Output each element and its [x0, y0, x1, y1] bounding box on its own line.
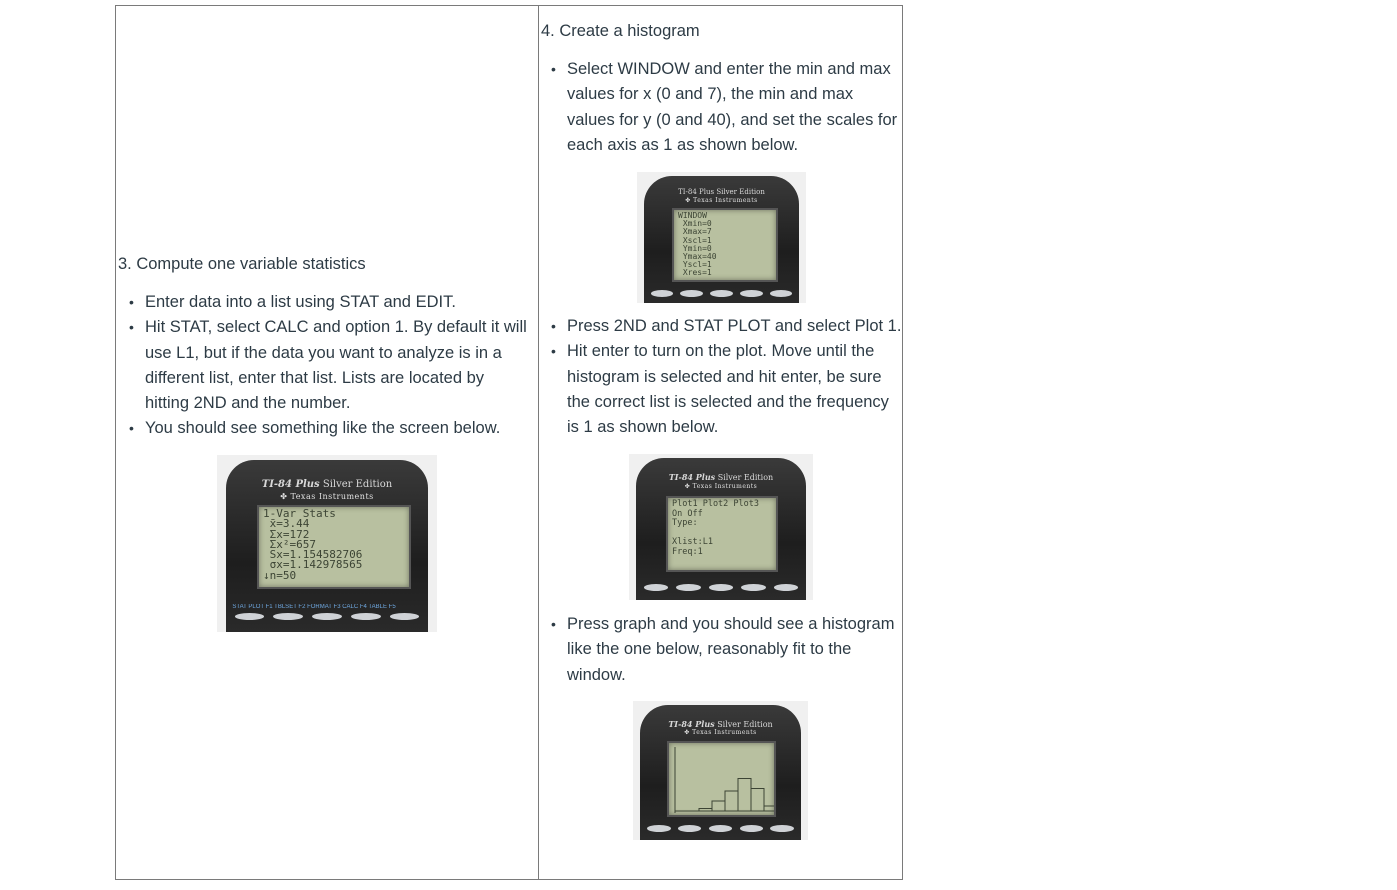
- list-item: • Press 2ND and STAT PLOT and select Plot 1.: [541, 314, 903, 339]
- list-item: • Hit STAT, select CALC and option 1. By default it will: [119, 315, 539, 340]
- calculator-window-image: [637, 172, 806, 303]
- list-item: • Enter data into a list using STAT and EDIT.: [119, 290, 539, 315]
- calculator-maker: ✤ Texas Instruments: [684, 729, 757, 736]
- list-item: • You should see something like the screen below.: [119, 416, 539, 441]
- calculator-screen: [667, 741, 776, 817]
- calculator-stats-image: [217, 455, 437, 632]
- list-item-continued: window.: [567, 665, 626, 684]
- function-keys: [644, 584, 799, 591]
- list-item: • Select WINDOW and enter the min and max: [541, 57, 903, 82]
- list-item-continued: different list, enter that list. Lists are located by: [145, 368, 485, 387]
- list-item: • Press graph and you should see a histogram: [541, 612, 903, 637]
- calculator-brand: TI-84 Plus Silver Edition: [678, 188, 765, 196]
- histogram-bar: [725, 791, 738, 811]
- histogram-graph: [669, 743, 774, 815]
- window-instructions: [541, 57, 903, 158]
- list-item-continued: is 1 as shown below.: [567, 418, 719, 437]
- function-keys: [647, 825, 794, 832]
- screen-text: 1-Var Stats x̄=3.44 Σx=172 Σx²=657 Sx=1.154582706 σx=1.142978565 ↓n=50: [263, 507, 363, 582]
- calculator-maker: ✤ Texas Instruments: [685, 197, 758, 204]
- list-item-continued: like the one below, reasonably fit to the: [567, 640, 852, 659]
- screen-text: WINDOW Xmin=0 Xmax=7 Xscl=1 Ymin=0 Ymax=40 Yscl=1 Xres=1: [678, 211, 717, 278]
- calculator-screen: [666, 496, 778, 572]
- function-keys: [651, 290, 793, 297]
- list-item-continued: values for x (0 and 7), the min and max: [567, 85, 854, 104]
- stat-plot-instructions: [541, 314, 903, 440]
- calculator-screen: [672, 208, 778, 282]
- histogram-bar: [738, 779, 751, 812]
- calculator-screen: [257, 505, 411, 589]
- list-item-continued: the correct list is selected and the frequency: [567, 392, 889, 411]
- screen-text: Plot1 Plot2 Plot3 On Off Type: Xlist:L1 Freq:1: [672, 499, 759, 557]
- histogram-bar: [699, 809, 712, 812]
- calculator-graph-image: [633, 701, 808, 840]
- histogram-bar: [712, 801, 725, 811]
- step-4-heading: 4. Create a histogram: [541, 22, 700, 40]
- calculator-brand: TI-84 Plus Silver Edition: [668, 472, 774, 482]
- column-divider: [538, 6, 539, 879]
- calculator-maker: ✤ Texas Instruments: [684, 483, 758, 490]
- calculator-plot-image: [629, 454, 813, 600]
- list-item-continued: values for y (0 and 40), and set the scales for: [567, 110, 898, 129]
- list-item-continued: use L1, but if the data you want to analyze is in a: [145, 343, 502, 362]
- key-labels: STAT PLOT F1 TBLSET F2 FORMAT F3 CALC F4 TABLE F5: [232, 604, 396, 610]
- histogram-bar: [764, 806, 774, 811]
- list-item: • Hit enter to turn on the plot. Move until the: [541, 339, 903, 364]
- step-3-heading: 3. Compute one variable statistics: [118, 255, 366, 273]
- calculator-brand: TI-84 Plus Silver Edition: [261, 479, 393, 490]
- calculator-brand: TI-84 Plus Silver Edition: [668, 719, 773, 729]
- graph-instructions: [541, 612, 903, 688]
- calculator-maker: ✤ Texas Instruments: [280, 492, 374, 501]
- list-item-continued: each axis as 1 as shown below.: [567, 135, 799, 154]
- function-keys: [235, 613, 420, 620]
- step-3-list: [119, 290, 539, 442]
- list-item-continued: hitting 2ND and the number.: [145, 394, 351, 413]
- histogram-bar: [751, 789, 764, 812]
- list-item-continued: histogram is selected and hit enter, be sure: [567, 367, 882, 386]
